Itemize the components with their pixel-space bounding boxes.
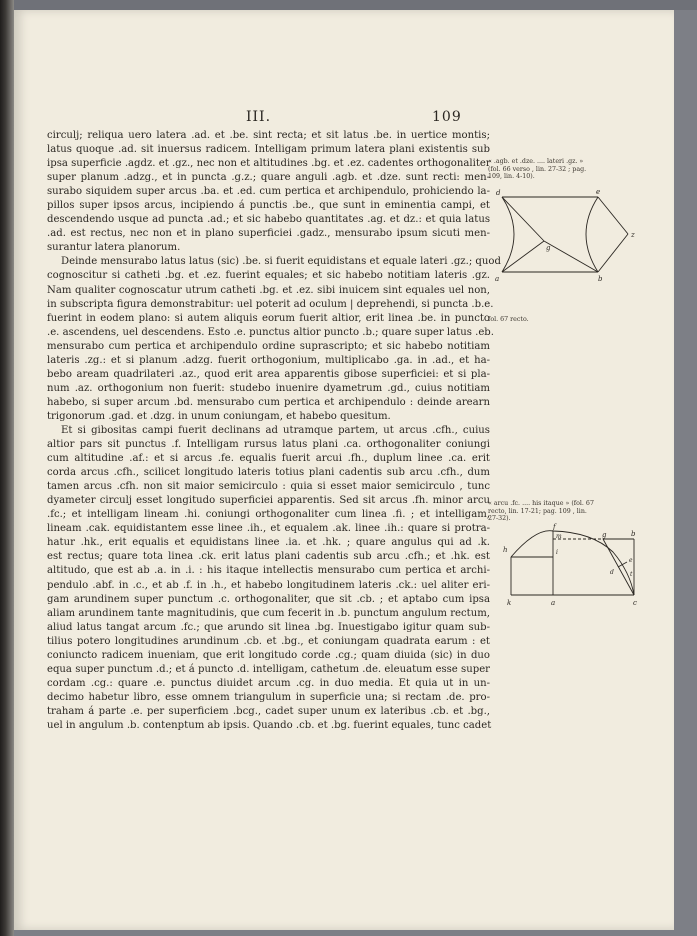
label-i: i bbox=[556, 549, 558, 556]
text-line: latus quoque .ad. sit inuersus radicem. Intelligam primum latera plani existentis sub bbox=[47, 144, 490, 156]
line-ez bbox=[598, 197, 628, 234]
text-line: corda arcus .cfh., scilicet longitudo lateris totius plani cadentis sub arcu .cfh., dum bbox=[47, 467, 490, 479]
text-line: pendulo .abf. in .c., et ab .f. in .h., et habebo longitudinem lateris .ck.: uel aliter eri- bbox=[47, 579, 490, 591]
label-d: d bbox=[610, 569, 614, 576]
text-line: Nam qualiter cognoscatur utrum catheti .bg. et .ez. sibi inuicem sint equales uel non, bbox=[47, 284, 490, 296]
text-line: Et si gibositas campi fuerit declinans ad utramque partem, ut arcus .cfh., cuius bbox=[61, 424, 490, 436]
text-line: .e. ascendens, uel descendens. Esto .e. punctus altior puncto .b.; quare super latus .eb. bbox=[47, 326, 494, 338]
label-h: h bbox=[503, 546, 508, 554]
book-page bbox=[14, 10, 674, 930]
book-binding bbox=[0, 0, 14, 936]
text-line: cum altitudine .af.: et si arcus .fe. equalis fuerit arcui .fh., duplum linee .ca. erit bbox=[47, 453, 490, 465]
line-de bbox=[618, 562, 627, 567]
line-ag bbox=[502, 241, 544, 272]
section-number: III. bbox=[246, 109, 272, 125]
label-b: b bbox=[631, 530, 636, 538]
text-line: bebo aream quadrilateri .az., quod erit area apparentis gibose superficiei: et si pla- bbox=[47, 368, 490, 380]
text-line: altior pars sit punctus .f. Intelligam rursus latus plani .ca. orthogonaliter coniungi bbox=[47, 439, 490, 451]
text-line: descendendo usque ad puncta .ad.; et sic habebo quantitates .ag. et dz.: et quia latus bbox=[47, 214, 490, 226]
text-line: cognoscitur si catheti .bg. et .ez. fuerint equales; et sic habebo notitiam lateris .gz. bbox=[47, 270, 490, 282]
text-line: dyameter circulj esset longitudo superficiei apparentis. Sed sit arcus .fh. minor arcu bbox=[47, 495, 490, 507]
text-line: equa super punctum .d.; et á puncto .d. intelligam, cathetum .de. eleuatum esse super bbox=[47, 663, 490, 675]
figure-1-diagram bbox=[492, 188, 642, 288]
text-line: altitudo, que est ab .a. in .i. : his itaque intellectis mensurabo cum pertica et archi- bbox=[47, 565, 490, 577]
text-line: tilius potero longitudines arundinum .cb. et .bg., et coniungam quadrata earum : et bbox=[47, 635, 490, 647]
text-line: trigonorum .gad. et .dzg. in unum coniungam, et habebo quesitum. bbox=[47, 410, 391, 422]
label-e: e bbox=[629, 557, 633, 564]
text-line: .ad. est rectus, nec non et in plano superficiei .gadz., mensurabo ipsum sicuti men- bbox=[47, 228, 490, 240]
text-line: lineam .cak. equidistantem esse linee .ih., et equalem .ak. linee .ih.: quare si protra- bbox=[47, 523, 490, 535]
note-line: (fol. 66 verso , lin. 27-32 ; pag. bbox=[488, 165, 587, 173]
label-c: c bbox=[633, 599, 637, 607]
text-line: coniuncto radicem inueniam, que erit longitudo corde .cg.; quam diuida (sic) in duo bbox=[47, 649, 490, 661]
margin-note-2: fol. 67 recto. bbox=[488, 316, 529, 323]
label-m: m bbox=[556, 533, 562, 540]
note-line: 109, lin. 4-10). bbox=[488, 173, 535, 181]
margin-note-3 bbox=[488, 500, 638, 523]
figure-2-diagram bbox=[492, 522, 662, 612]
text-line: gam arundinem super punctum .c. orthogonaliter, que sit .cb. ; et aptabo cum ipsa bbox=[47, 593, 490, 605]
text-line: aliud latus tangat arcum .fc.; que arundo sit linea .bg. Inuestigabo igitur quam sub- bbox=[47, 621, 490, 633]
label-a: a bbox=[551, 599, 556, 607]
text-line: uel in angulum .b. contenptum ab ipsis. Quando .cb. et .bg. fuerint equales, tunc cadet bbox=[47, 719, 492, 731]
text-line: .fc.; et intelligam lineam .hi. coniungi orthogonaliter cum linea .fi. ; et intelligam, bbox=[47, 509, 490, 521]
label-d: d bbox=[496, 189, 501, 197]
text-line: pillos super ipsos arcus, incipiendo á punctis .be., que sunt in eminentia campi, et bbox=[47, 200, 490, 212]
text-line: tamen arcus .cfh. non sit maior semicirculo : quia si esset maior semicirculo , tunc bbox=[47, 481, 490, 493]
margin-note-1 bbox=[488, 158, 638, 181]
text-line: surabo siquidem super arcus .ba. et .ed. cum pertica et archipendulo, prohiciendo la- bbox=[47, 186, 490, 198]
text-line: decimo habetur libro, esse omnem triangulum in superficie una; si rectam .de. pro- bbox=[47, 691, 490, 703]
label-a: a bbox=[495, 275, 500, 283]
label-f: f bbox=[553, 523, 556, 531]
label-g: g bbox=[602, 531, 607, 539]
text-line: fuerint in eodem plano: si autem aliquis eorum fuerit altior, erit linea .be. in puncto bbox=[47, 312, 490, 324]
text-line: est rectus; quare tota linea .ck. erit latus plani cadentis sub arcu .cfh.; et .hk. est bbox=[47, 551, 490, 563]
text-line: lateris .zg.: et si planum .adzg. fuerit orthogonium, multiplicabo .ga. in .ad., et ha- bbox=[47, 354, 490, 366]
scan-background bbox=[0, 0, 697, 10]
line-dg bbox=[502, 197, 544, 241]
label-t: t bbox=[630, 571, 633, 578]
text-line: ipsa superficie .agdz. et .gz., nec non et altitudines .bg. et .ez. cadentes orthogonaliter bbox=[47, 158, 491, 170]
arc-hfc bbox=[511, 531, 634, 595]
arc-eb bbox=[586, 197, 598, 272]
text-line: Deinde mensurabo latus latus (sic) .be. si fuerit equidistans et equale lateri .gz.; quod bbox=[61, 256, 501, 268]
text-line: circulj; reliqua uero latera .ad. et .be. sint recta; et sit latus .be. in uertice montis; bbox=[47, 130, 490, 141]
text-line: aliam arundinem tante magnitudinis, que cum fecerit in .b. punctum angulum rectum, bbox=[47, 607, 490, 619]
text-line: traham á parte .e. per superficiem .bcg., cadet super unum ex lateribus .cb. et .bg., bbox=[47, 705, 490, 717]
label-g: g bbox=[546, 244, 551, 252]
note-line: recto, lin. 17-21; pag. 109 , lin. bbox=[488, 507, 587, 515]
label-e: e bbox=[596, 188, 601, 196]
text-line: num .az. orthogonium non fuerit: studebo inuenire dyametrum .gd., cuius notitiam bbox=[47, 382, 490, 394]
text-line: mensurabo cum pertica et archipendulo ordine suprascripto; et sic habebo notitiam bbox=[47, 340, 490, 352]
text-line: hatur .hk., erit equalis et equidistans linee .ia. et .hk. ; quare angulus qui ad .k. bbox=[47, 537, 490, 549]
label-b: b bbox=[598, 275, 603, 283]
label-z: z bbox=[631, 231, 635, 239]
text-line: habebo, si super arcum .bd. mensurabo cum pertica et archipendulo : deinde arearn bbox=[47, 396, 490, 408]
note-line: « arcu .fc. .... his itaque » (fol. 67 bbox=[488, 500, 594, 507]
label-k: k bbox=[507, 599, 512, 607]
text-line: surantur latera planorum. bbox=[47, 242, 181, 254]
note-line: 27-32). bbox=[488, 515, 511, 523]
text-line: in subscripta figura demonstrabitur: uel poterit ad oculum | deprehendi, si puncta .b.e. bbox=[47, 298, 494, 310]
note-line: « .agb. et .dze. .... lateri .gz. » bbox=[488, 158, 584, 165]
text-line: cordam .cg.: quare .e. punctus diuidet arcum .cg. in duo media. Et quia ut in un- bbox=[47, 677, 490, 689]
text-line: super planum .adzg., et in puncta .g.z.; quare anguli .agb. et .dze. sunt recti: men- bbox=[47, 172, 490, 184]
page-number: 109 bbox=[432, 109, 462, 125]
line-zb bbox=[598, 234, 628, 272]
